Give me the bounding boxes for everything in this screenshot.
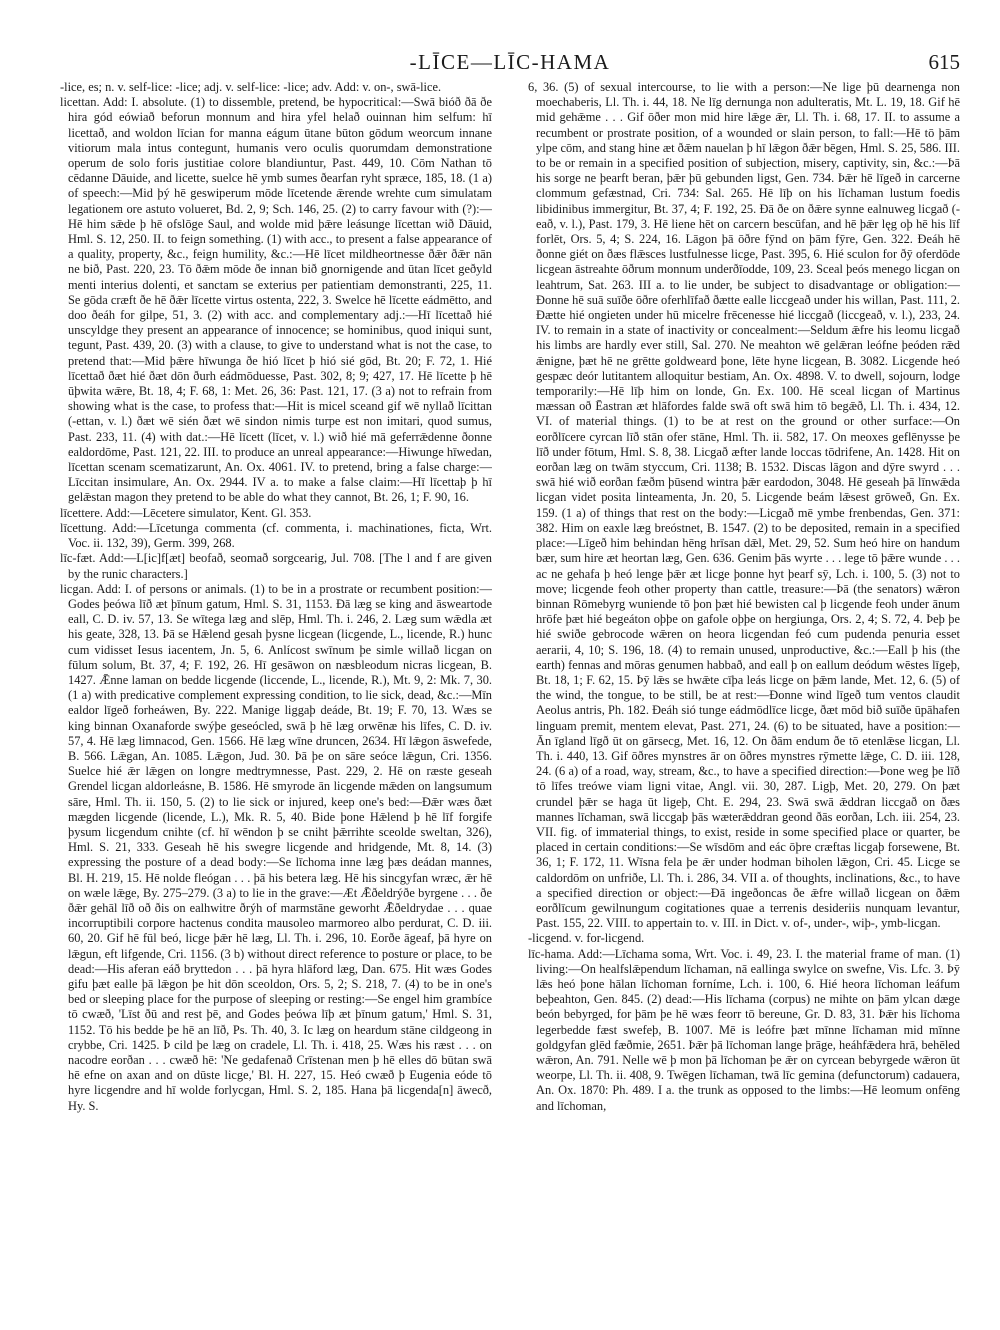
page-number: 615 — [928, 50, 960, 74]
left-column — [60, 80, 492, 1305]
entry-lice: -lice, es; n. v. self-lice: -lice; adj. v. self-lice: -lice; adv. Add: v. on-, swā-lice. — [60, 80, 442, 94]
entry-licettung: līcettung. Add:—Līcetunga commenta (cf. commenta, i. machinationes, ficta, Wrt. Voc. ii. 132, 39), Germ. 399, 268. — [60, 520, 492, 551]
entry-licgan-continued: 6, 36. (5) of sexual intercourse, to lie with a person:—Ne lige þū dearnenga non moechaberis, Ll. Th. i. 44, 18. Ne līg dernunga non adulteratis, Mt. L. 19, 18. Gif hē mid gehǣme . . . Gif ōðer mon mid hire lǣge ǣr, Ll. Th. i. 68, 17. II. to assume a recumbent or prostrate position, of a wounded or slain person, to fall:—Hē tō þām ylpe cōm, and stang hine æt ðǣm nauelan þ hī lǣgon ðǣr bēgen, Hml. S. 25, 586. III. to be or remain in a specified position of subjection, misery, captivity, sin, &c.:—Þā his sorge ne þearft beran, þǣr þū gebunden ligst, Gen. 734. Þǣr hē līgeð in carcerne clommum gefæstnad, Cri. 734: Sal. 265. Hē līþ on his līchaman lustum foedis libidinibus immergitur, Bt. 37, 4; F. 192, 25. Ðā ðe on ðǣre synne ealnuweg licgað (-eað, v. l.), Past. 179, 3. Hē liene hēt on carcern bescūfan, and hē þǣr lęg oþ hē his līf forlēt, Ors. 5, 4; S. 224, 16. Lāgon þā ōðre fȳnd on þām fȳre, Gen. 322. Ðeáh hē ðonne giét on ðæs flǣsces lustfulnesse licge, Past. 395, 6. Hié sculon for ðȳ oferdōde licgean āstreahte ōðrum monnum underðīodde, 109, 23. Sceal þeós menego licgan on leahtrum, Sat. 263. III a. to lie under, be subject to disadvantage or obligation:—Ðonne hē suā suīðe ōðre oferhlīfað ðætte ealle liccgeað under his willan, Past. 111, 2. Ðætte hié ongieten under hū micelre frēcenesse hié liccgað (liccgeað, v. l.), 233, 24. IV. to remain in a state of inactivity or concealment:—Seldum ǣfre his leomu licgað his limbs are hardly ever still, Sal. 270. Ne meahton wē gelǣran leófne þeóden rǣd ǣnigne, þæt hē ne grētte goldweard þone, lēte hyne licgean, B. 3082. Licgende heó gespæc deór lutitantem alloquitur bestiam, An. Ox. 4898. V. to dwell, sojourn, lodge temporarily:—Hē līþ him on londe, Gn. Ex. 100. Hē sceal licgan of Martinus mæssan oð Ēastran æt hlāfordes falde swā oft swā him tō begǣð, Ll. Th. i. 434, 12. VI. of material things. (1) to be at rest on the ground or other surface:—On eorðlīcere cyrcan līð stān ofer stāne, Hml. Th. ii. 582, 17. On meoxes geflēnysse þe līð under fōtum, Hml. S. 8, 38. Licgað æfter lande loccas tōdrifene, An. 1428. Hit on eorðan læg on twām styccum, Cri. 1138; B. 1532. Discas lāgon and dȳre swyrd . . . swā hié wið eorðan fæðm þūsend wintra þǣr eardodon, 3048. Hē geseah þā līnwǣda licgan videt posita linteamenta, Jn. 20, 5. Licgende beám lǣsest grōweð, Gn. Ex. 159. (1 a) of things that rest on the body:—Licgað mē ymbe frenbendas, Gen. 371: 382. Him on eaxle læg breóstnet, B. 1547. (2) to be deposited, remain in a specified place:—Līgeð him behindan hēng hrīsan dǣl, Met. 29, 52. Sum heó hire on handum bær, sum hire æt heortan læg, Gen. 636. Genim þās wyrte . . . lege tō þǣre wunde . . . ac ne gehafa þ heó lenge þǣr æt licge þonne hyt þearf sȳ, Lch. i. 100, 5. (3) not to move; licgende feoh other property than cattle, treasure:—Þā (the senators) wǣron binnan Rōmebyrg wuniende tō þon þæt hié bewisten cal þ licgende feoh under ānum hrōfe þæt hié begeáton oþþe on gafole oþþe on hergiunga, Ors. 2, 4; S. 72, 4. Þeþ þe hié swiðe gebrocode wǣren on heora licgendan feó cum pudenda penuria esset aerarii, 4, 10; S. 196, 18. (4) to remain unused, unproductive, &c.:—Eall þ his (the earth) fennas and mōras genumen habbað, and eall þ on eallum deódum wēstes līgeþ, Bt. 18, 1; F. 62, 15. Þȳ lǣs se hwǣte cīþa leás licge on þǣm lande, Met. 12, 6. (5) of the wind, the tongue, to be still, be at rest:—Ðonne wind līgeð tum ventos claudit Aeolus antris, Ph. 182. Ðeáh sió tunge eádmōdlīce licge, ðæt mōd bið suīðe ūpāhafen linguam premit, mentem elevat, Past. 271, 24. (6) to be situated, have a position:—Ān īgland līgð ūt on gārsecg, Met. 16, 12. On ðām endum ðe tō etenlǣse licgan, Ll. Th. i. 440, 13. Gif ōðres mynstres ār on ōðres mynstres rȳmette lǣge, C. D. iii. 128, 24. (6 a) of a road, way, stream, &c., to have a specified direction:—Þone weg þe līð tō līfes treówe viam ligni vitae, Angl. vii. 30, 287. Ligþ, Met. 20, 279. On þæt crundel þǣr se haga ūt ligeþ, Cht. E. 294, 23. Swā swā ǣddran liccgað on ðæs mannes līchaman, swā liccgaþ þās wæterǣddran geond ðās eorðan, Lch. iii. 254, 23. VII. fig. of immaterial things, to exist, reside in some specified place or quarter, be placed in certain conditions:—Se wīsdōm and eác ōþre cræftas licgaþ forsewene, Bt. 36, 1; F. 172, 11. Wīsna fela þe ǣr under hodman biholen lǣgon, Cri. 45. Licge se caldordōm on unfriðe, Ll. Th. i. 286, 34. VII a. of thoughts, inclinations, &c., to have a specified direction or object:—Ðā ingeðoncas ðe ǣfre willað licgean on ðǣm eorðlīcum gewilnungum cogitationes quae a terrenis desideriis nunquam levantur, Past. 155, 22. VIII. to appertain to. v. III. in Dict. v. of-, under-, wiþ-, ymb-licgan. — [528, 80, 960, 931]
entry-licettan: licettan. Add: I. absolute. (1) to dissemble, pretend, be hypocritical:—Swā bióð ðā ðe hira gód eówiað beforun monnum and hira yfel helað ouinnan him selfum: hī licettað, and woldon līcian for manna eágum ūtane būton gōdum weorcum innane vitiorum mala intus contegunt, humanis vero oculis quorumdam demonstratione operum de solo foris justitiae colore blandiuntur, Past. 449, 10. Cōm Nathan tō cēdanne Dāuide, and licette, suelce hē ymb sumes ðearfan ryht spræce, 185, 18. (1 a) of speech:—Mid þý hē geswiperum mōde līcetende ǣrende wrehte cum simulatam legationem ore astuto volueret, Bd. 2, 9; Sch. 146, 25. (2) to carry favour with (?):—Hē him sǣde þ hē ofslōge Saul, and wolde mid þǣre leásunge līcettan wið Dāuid, Hml. S. 12, 250. II. to feign something. (1) with acc., to present a false appearance of a quality, property, &c., feign humility, &c.:—Hē līcet mildheortnesse ðǣr ðǣr nān ne bið, Past. 220, 23. Tō ðǣm mōde ðe innan bið gnornigende and ūtan līcet geðyld menti interius dolenti, et sanctam se exterius per patientiam demonstranti, 225, 11. Se gōda cræft ðe hē ðǣr līcette virtus ostenta, 222, 3. Swelce hē līcette eádmētto, and doo ðeáh for gilpe, 51, 3. (2) with acc. and complementary adj.:—Hī līcettað hié unscyldge they present an appearance of innocence; se hominibus, quod iniqui sunt, tegunt, Past. 439, 20. (3) with a clause, to give to understand what is not the case, to pretend that:—Mid þǣre hīwunga ðe hió līcet þ hió sié gōd, Bt. 20; F. 72, 1. Hié līcettað ðæt hié ðæt dōn ðurh eádmōduesse, Past. 302, 8; 9; 427, 17. Hē līcette þ hē ūþwita wǣre, Bt. 18, 4; F. 68, 1: Met. 26, 36: Past. 121, 17. (3 a) not to refrain from showing what is the case, to profess that:—Hit is micel sceand gif wē nyllað līcittan (-ettan, v. l.) ðæt wē sién ðæt wē sindon nimis turpe est non imitari, quod sumus, Past. 233, 11. (4) with dat.:—Hē līcett (līcet, v. l.) wið hié mā geferrǣdenne ðonne ealdordōme, Past. 121, 22. III. to produce an unreal appearance:—Hiwunge hīwedan, līcettan scenam scematizarunt, An. Ox. 4061. IV. to pretend, bring a false charge:—Līccitan insimulare, An. Ox. 2944. IV a. to make a false claim:—Hī līcettaþ þ hī gelǣstan magon they pretend to be able do what they cannot, Bt. 26, 1; F. 90, 16. — [60, 95, 492, 505]
entry-licettere: līcettere. Add:—Lēcetere simulator, Kent. Gl. 353. — [60, 505, 312, 520]
entry-lic-faet: līc-fæt. Add:—L[ic]f[æt] beofað, seomað sorgcearig, Jul. 708. [The l and f are given by the runic characters.] — [60, 551, 492, 581]
entry-licgend: -licgend. v. for-licgend. — [528, 931, 645, 946]
right-column — [528, 80, 960, 1305]
entry-lic-hama: līc-hama. Add:—Līchama soma, Wrt. Voc. i. 49, 23. I. the material frame of man. (1) living:—On healfslǣpendum līchaman, nā eallinga swylce on swefne, Vis. Lfc. 3. Þȳ lǣs heó þone hālan līchoman forníme, Lch. i. 100, 6. Hié heora līchoman leáfum beþeahton, Gen. 845. (2) dead:—His līchama (corpus) ne mihte on þām ylcan dæge beón bebyrged, for þām þe hē wæs feorr tō bereune, Gr. D. 83, 31. Þǣr his līchoma legerbedde fæst swefeþ, B. 1007. Mē is leófre þæt mīnne līchaman mid mīnne goldgyfan glēd fæðmie, 2651. Þǣr þā līchoman lange þrāge, heáhfǣdera hrā, behēled wǣron, An. 791. Nelle wē þ mon þā līchoman þe ǣr on cyrcean bebyrgede wǣron ūt weorpe, Ll. Th. ii. 408, 9. Twēgen līchaman, twā līc gemina (defunctorum) cadauera, An. Ox. 1870: Ph. 489. I a. the trunk as opposed to the limbs:—Hē leomum onfēng and līchoman, — [528, 946, 960, 1113]
text-columns — [60, 80, 960, 1310]
running-head: -LĪCE—LĪC-HAMA — [409, 50, 611, 74]
entry-licgan: licgan. Add: I. of persons or animals. (1) to be in a prostrate or recumbent position:—Godes þeówa līð æt þīnum gatum, Hml. S. 31, 1153. Ðā læg se king and āsweartode eall, C. D. iv. 57, 13. Se wītega læg and slēp, Hml. Th. i. 246, 2. Læg sum wǣdla æt his geate, 328, 13. Þā se Hǣlend gesah þysne licgean (licgende, L., licende, R.) hunc cum vidisset Iesus iacentem, Jn. 5, 6. Anlícost swīnum þe simle willað licgan on fūlum solum, Bt. 37, 4; F. 192, 26. Hī gesāwon on næsbleodum nicras licgean, B. 1427. Ǣnne laman on bedde licgende (liccende, L., licende, R.), Mt. 9, 2: Mk. 7, 30. (1 a) with predicative complement expressing condition, to lie sick, dead, &c.:—Mīn ealdor līgeð forheáwen, By. 222. Manige liggaþ deáde, Bt. 19; F. 70, 13. Wæs se king binnan Oxanaforde swýþe geseócled, swā þ hē læg orwēnæ his līfes, C. D. iv. 57, 4. Hē læg limnacod, Gen. 1566. Hē læg wīne druncen, 2634. Hī lǣgon āswefede, B. 566. Lǣgan, An. 1085. Lǣgon, Jud. 30. Þā þe on sāre seóce lǣgun, Cri. 1356. Suelce hié ǣr lǣgen on longre medtrymnesse, Past. 229, 2. Hē on ræste geseah Grendel licgan aldorleásne, B. 1586. Hē smyrode ān licgende mǣden on langsumum sāre, Hml. Th. ii. 150, 5. (2) to lie sick or injured, keep one's bed:—Ðǣr wæs ðæt mægden licgende (licende, L.), Mk. R. 5, 40. Bide þone Hǣlend þ hē līf forgife þysum licgendum cnihte (cf. hī wēndon þ se cniht þǣrrihte sceolde sweltan, 326), Hml. S. 21, 333. Geseah hē his swegre licgende and hridgende, Mt. 8, 14. (3) expressing the posture of a dead body:—Se līchoma inne læg þæs deádan mannes, Bl. H. 219, 15. Hē nolde fleógan . . . þā his betera læg. Hē his sincgyfan wræc, ǣr hē on wæle lǣge, By. 275–279. (3 a) to lie in the grave:—Æt Ǣðeldrýðe byrgene . . . ðe ðǣr gehāl līð oð ðis on ealhwitre ðrýh of marmstāne geworht Ǣðeldrydae . . . quae incorruptibili corpore hactenus condita mausoleo marmoreo albo perdurat, C. D. iii. 60, 20. Gif hē fūl beó, licge þǣr hē læg, Ll. Th. i. 296, 10. Eorðe āgeaf, þā hyre on lǣgun, eft lifgende, Cri. 1156. (3 b) without direct reference to posture or place, to be dead:—His aferan eáð bryttedon . . . þā hyra hlāford læg, Dan. 675. Hit wæs Godes gifu þæt ealle þā lǣgon þe hit dōn sceoldon, Ors. 5, 2; S. 218, 7. (4) to be in one's bed or sleeping place for the purpose of sleeping or resting:—Se engel him grambíce tō cwæð, 'Līst ðū and rest þē, and Godes þeówa līþ æt þīnum gatum,' Hml. S. 31, 1152. Tō his bedde þe hē an līð, Ps. Th. 40, 3. Ic læg on heardum stāne cildgeong in crybbe, Cri. 1425. Þ cild þe læg on cradele, Ll. Th. i. 418, 25. Wæs his ræst . . . on nacodre eorðan . . . cwæð hē: 'Ne gedafenað Crīstenan men þ hē elles dō būtan swā hē efne on axan and on dūste licge,' Bl. H. 227, 15. Heó cwæð þ Eugenia eóde tō hyre licgendre and hī wolde forlycgan, Hml. S. 2, 185. Hana þā licgenda[n] āwecð, Hy. S. — [60, 581, 492, 1113]
